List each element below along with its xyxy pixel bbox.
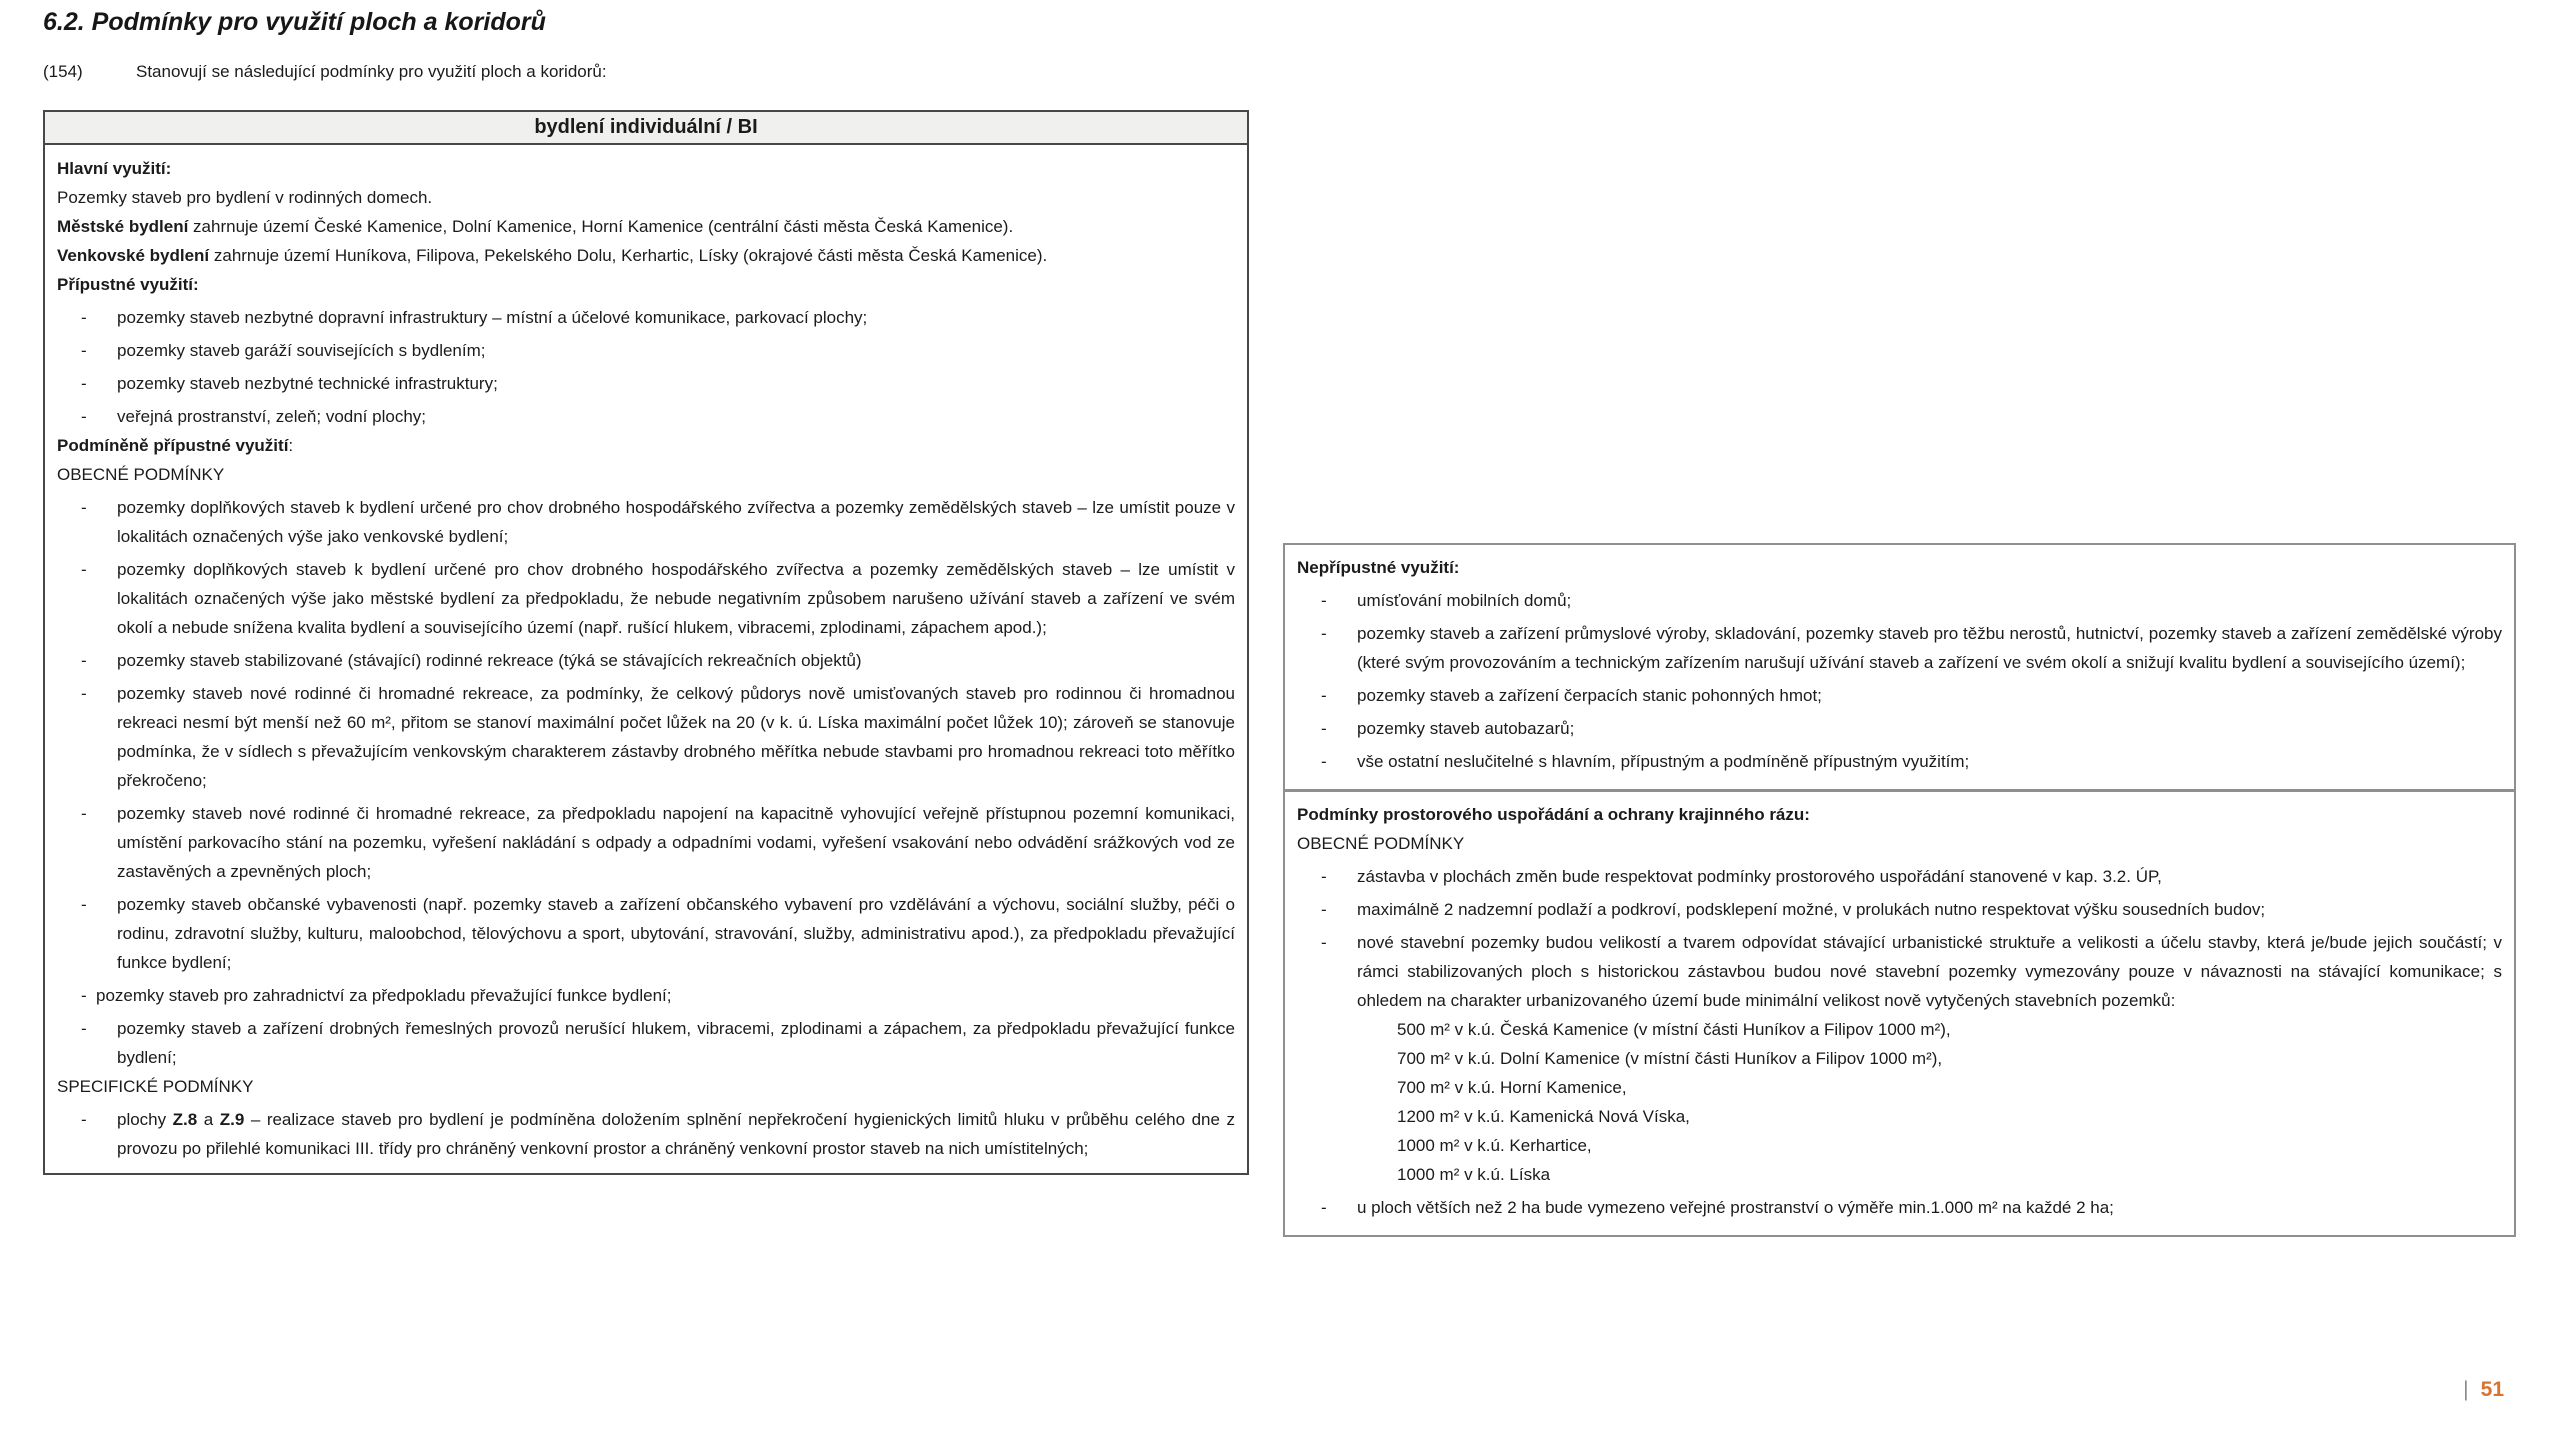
- list-item-text: pozemky staveb a zařízení průmyslové výroby, skladování, pozemky staveb pro těžbu nerostů, hutnictví, pozemky staveb a zařízení zemědělské výroby (které svým provozováním a technickým zařízením narušují užívání staveb a zařízení ve svém okolí a snižují kvalitu bydlení a souvisejícího území);: [1357, 624, 2502, 672]
- land-use-table: [43, 110, 1249, 1175]
- area-minimums-list: [1297, 1015, 2502, 1189]
- bullet-dash: -: [1321, 752, 1327, 771]
- bullet-dash: -: [81, 1110, 87, 1129]
- area-minimum-text: 700 m² v k.ú. Dolní Kamenice (v místní části Huníkov a Filipov 1000 m²),: [1397, 1049, 1943, 1068]
- bullet-dash: -: [81, 341, 87, 360]
- list-item-text: veřejná prostranství, zeleň; vodní plochy;: [117, 407, 426, 426]
- page-number-separator: |: [2463, 1378, 2469, 1401]
- bullet-dash: -: [81, 407, 87, 426]
- list-item: [57, 1105, 1235, 1163]
- bullet-dash: -: [1321, 1198, 1327, 1217]
- bullet-dash: -: [1321, 933, 1327, 952]
- area-minimum-text: 700 m² v k.ú. Horní Kamenice,: [1397, 1078, 1627, 1097]
- list-item-text: pozemky doplňkových staveb k bydlení určené pro chov drobného hospodářského zvířectva a pozemky zemědělských staveb – lze umístit v lokalitách označených výše jako městské bydlení za předpokladu, že nebude negativním způsobem narušeno užívání staveb a zařízení ve svém okolí a nebude snížena kvalita bydlení a souvisejícího území (např. rušící hlukem, vibracemi, zplodinami, zápachem apod.);: [117, 560, 1235, 637]
- list-item-text: zástavba v plochách změn bude respektovat podmínky prostorového uspořádání stanovené v kap. 3.2. ÚP,: [1357, 867, 2162, 886]
- list-item-text: pozemky staveb autobazarů;: [1357, 719, 1575, 738]
- permissible-list: [57, 303, 1235, 431]
- list-item: [1297, 586, 2502, 615]
- area-minimum-item: [1397, 1102, 2502, 1131]
- bullet-dash: -: [81, 560, 87, 579]
- general-conditions-label: OBECNÉ PODMÍNKY: [57, 465, 225, 484]
- list-item-text: vše ostatní neslučitelné s hlavním, přípustným a podmíněně přípustným využitím;: [1357, 752, 1970, 771]
- bullet-dash: -: [81, 684, 87, 703]
- page-number: 51: [2480, 1378, 2504, 1401]
- bullet-dash: -: [1321, 624, 1327, 643]
- rural-housing-text: Venkovské bydlení zahrnuje území Huníkova, Filipova, Pekelského Dolu, Kerhartic, Lísky (okrajové části města Česká Kamenice).: [57, 246, 1048, 265]
- list-item: [57, 799, 1235, 886]
- list-item: [57, 369, 1235, 398]
- list-item: [57, 303, 1235, 332]
- list-item-text: pozemky doplňkových staveb k bydlení určené pro chov drobného hospodářského zvířectva a pozemky zemědělských staveb – lze umístit pouze v lokalitách označených výše jako venkovské bydlení;: [117, 498, 1235, 546]
- bullet-dash: -: [1321, 686, 1327, 705]
- spatial-list-after: [1297, 1193, 2502, 1222]
- list-item: [57, 336, 1235, 365]
- list-item: [57, 402, 1235, 431]
- list-item: [57, 981, 1235, 1010]
- list-item-text: umísťování mobilních domů;: [1357, 591, 1572, 610]
- urban-housing-text: Městské bydlení zahrnuje území České Kamenice, Dolní Kamenice, Horní Kamenice (centrální části města Česká Kamenice).: [57, 217, 1014, 236]
- spatial-conditions-section: [1285, 792, 2514, 1235]
- paragraph-text: Stanovují se následující podmínky pro využití ploch a koridorů:: [136, 62, 607, 81]
- area-minimum-item: [1397, 1044, 2502, 1073]
- list-item: [57, 493, 1235, 551]
- list-item: [57, 646, 1235, 675]
- spatial-list: [1297, 862, 2502, 1015]
- specific-conditions-list: [57, 1105, 1235, 1163]
- table-right-column: [1283, 543, 2516, 1237]
- area-minimum-item: [1397, 1073, 2502, 1102]
- list-item-text: pozemky staveb nové rodinné či hromadné rekreace, za předpokladu napojení na kapacitně vyhovující veřejně přístupnou pozemní komunikaci, umístění parkovacího stání na pozemku, vyřešení nakládání s odpady a odpadními vodami, vyřešení vsakování nebo odvádění srážkových vod ze zastavěných a zpevněných ploch;: [117, 804, 1235, 881]
- bullet-dash: -: [81, 374, 87, 393]
- list-item: [1297, 1193, 2502, 1222]
- bullet-dash: -: [1321, 719, 1327, 738]
- bullet-dash: -: [1321, 591, 1327, 610]
- list-item: [57, 555, 1235, 642]
- bullet-dash: -: [81, 895, 87, 914]
- spatial-heading: Podmínky prostorového uspořádání a ochrany krajinného rázu:: [1297, 805, 1810, 824]
- list-item-text: plochy Z.8 a Z.9 – realizace staveb pro bydlení je podmíněna doložením splnění nepřekročení hygienických limitů hluku v průběhu celého dne z provozu po přilehlé komunikaci III. třídy pro chráněný venkovní prostor a chráněný venkovní prostor staveb na nich umístitelných;: [117, 1110, 1235, 1158]
- list-item-text: maximálně 2 nadzemní podlaží a podkroví, podsklepení možné, v prolukách nutno respektovat výšku sousedních budov;: [1357, 900, 2266, 919]
- permissible-heading: Přípustné využití:: [57, 275, 199, 294]
- table-left-cell: [45, 145, 1247, 1173]
- list-item: [57, 1014, 1235, 1072]
- list-item: [1297, 747, 2502, 776]
- conditional-heading: Podmíněně přípustné využití:: [57, 436, 294, 455]
- bullet-dash: -: [81, 308, 87, 327]
- area-minimum-text: 500 m² v k.ú. Česká Kamenice (v místní části Huníkov a Filipov 1000 m²),: [1397, 1020, 1951, 1039]
- page-footer: [2463, 1378, 2504, 1402]
- table-title: bydlení individuální / BI: [45, 112, 1247, 145]
- intro-paragraph: [43, 62, 607, 82]
- bullet-dash: -: [81, 986, 87, 1005]
- bullet-dash: -: [81, 498, 87, 517]
- bullet-dash: -: [81, 804, 87, 823]
- specific-conditions-label: SPECIFICKÉ PODMÍNKY: [57, 1077, 254, 1096]
- list-item-text: pozemky staveb nezbytné dopravní infrastruktury – místní a účelové komunikace, parkovací plochy;: [117, 308, 868, 327]
- list-item-text: pozemky staveb nové rodinné či hromadné rekreace, za podmínky, že celkový půdorys nově umisťovaných staveb pro rodinnou či hromadnou rekreaci nesmí být menší než 60 m², přitom se stanoví maximální počet lůžek na 20 (v k. ú. Líska maximální počet lůžek 10); zároveň se stanovuje podmínka, že v sídlech s převažujícím venkovským charakterem zástavby drobného měřítka nebude stavbami pro hromadnou rekreaci toto měřítko překročeno;: [117, 684, 1235, 790]
- list-item-text: pozemky staveb a zařízení čerpacích stanic pohonných hmot;: [1357, 686, 1822, 705]
- main-use-heading: Hlavní využití:: [57, 159, 172, 178]
- list-item-text: pozemky staveb občanské vybavenosti (např. pozemky staveb a zařízení občanského vybavení pro vzdělávání a výchovu, sociální služby, péči o rodinu, zdravotní služby, kulturu, maloobchod, tělovýchovu a sport, ubytování, stravování, služby, administrativu apod.), za předpokladu převažující funkce bydlení;: [117, 895, 1235, 972]
- impermissible-heading: Nepřípustné využití:: [1297, 558, 1460, 577]
- area-minimum-text: 1000 m² v k.ú. Kerhartice,: [1397, 1136, 1592, 1155]
- list-item: [1297, 862, 2502, 891]
- list-item-text: pozemky staveb garáží souvisejících s bydlením;: [117, 341, 486, 360]
- list-item-text: nové stavební pozemky budou velikostí a tvarem odpovídat stávající urbanistické struktuře a velikosti a účelu stavby, která je/bude jejich součástí; v rámci stabilizovaných ploch s historickou zástavbou budou nové stavební pozemky vymezovány pouze v návaznosti na stávající komunikace; s ohledem na charakter urbanizovaného území bude minimální velikost nově vytyčených stavebních pozemků:: [1357, 933, 2502, 1010]
- list-item: [1297, 619, 2502, 677]
- list-item: [57, 679, 1235, 795]
- list-item: [1297, 681, 2502, 710]
- impermissible-list: [1297, 586, 2502, 776]
- spatial-general-label: OBECNÉ PODMÍNKY: [1297, 834, 1465, 853]
- general-conditions-list: [57, 493, 1235, 1072]
- list-item: [1297, 714, 2502, 743]
- area-minimum-item: [1397, 1160, 2502, 1189]
- area-minimum-item: [1397, 1131, 2502, 1160]
- list-item-text: pozemky staveb nezbytné technické infrastruktury;: [117, 374, 498, 393]
- impermissible-section: [1285, 545, 2514, 792]
- area-minimum-text: 1000 m² v k.ú. Líska: [1397, 1165, 1551, 1184]
- list-item-text: u ploch větších než 2 ha bude vymezeno veřejné prostranství o výměře min.1.000 m² na každé 2 ha;: [1357, 1198, 2114, 1217]
- area-minimum-text: 1200 m² v k.ú. Kamenická Nová Víska,: [1397, 1107, 1690, 1126]
- main-use-text: Pozemky staveb pro bydlení v rodinných domech.: [57, 188, 433, 207]
- list-item: [57, 890, 1235, 977]
- list-item-text: pozemky staveb a zařízení drobných řemeslných provozů nerušící hlukem, vibracemi, zplodinami a zápachem, za předpokladu převažující funkce bydlení;: [117, 1019, 1235, 1067]
- paragraph-number: (154): [43, 62, 83, 81]
- list-item-text: pozemky staveb stabilizované (stávající) rodinné rekreace (týká se stávajících rekreačních objektů): [117, 651, 862, 670]
- section-heading: 6.2. Podmínky pro využití ploch a koridorů: [43, 8, 546, 36]
- bullet-dash: -: [1321, 900, 1327, 919]
- bullet-dash: -: [81, 1019, 87, 1038]
- bullet-dash: -: [81, 651, 87, 670]
- list-item: [1297, 895, 2502, 924]
- bullet-dash: -: [1321, 867, 1327, 886]
- list-item: [1297, 928, 2502, 1015]
- area-minimum-item: [1397, 1015, 2502, 1044]
- list-item-text: pozemky staveb pro zahradnictví za předpokladu převažující funkce bydlení;: [96, 986, 672, 1005]
